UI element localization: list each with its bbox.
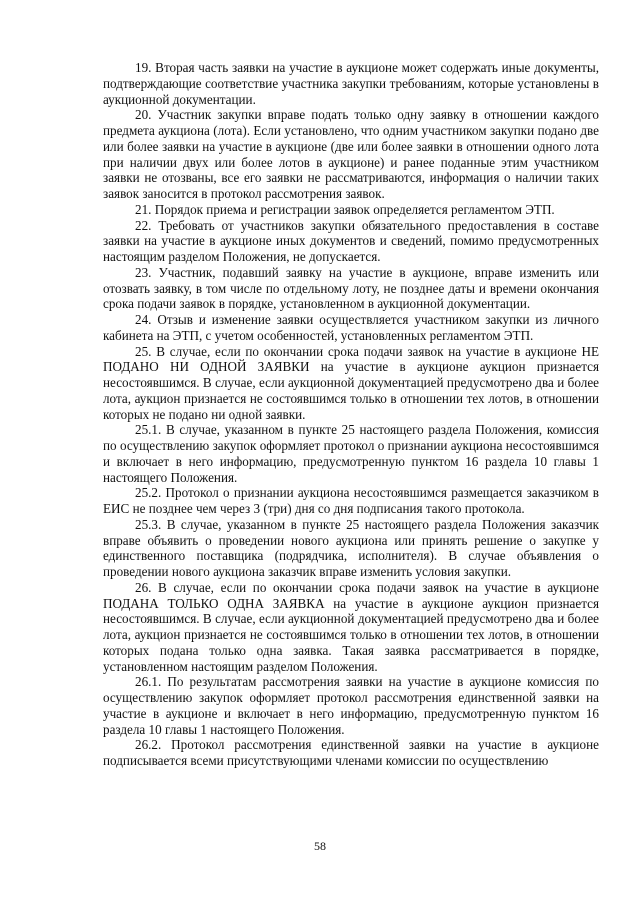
paragraph-22: 22. Требовать от участников закупки обязательного предоставления в составе заявки на участие в аукционе иных документов и сведений, помимо предусмотренных настоящим разделом Положения, не допускается. — [103, 217, 599, 264]
paragraph-25: 25. В случае, если по окончании срока подачи заявок на участие в аукционе НЕ ПОДАНО НИ ОДНОЙ ЗАЯВКИ на участие в аукционе аукцион признается несостоявшимся. В случае, если аукционной документацией предусмотрено два и более лота, аукцион признается не состоявшимся только в отношении тех лотов, в отношении которых не подано ни одной заявки. — [103, 343, 599, 422]
paragraph-25-2: 25.2. Протокол о признании аукциона несостоявшимся размещается заказчиком в ЕИС не позднее чем через 3 (три) дня со дня подписания такого протокола. — [103, 485, 599, 516]
paragraph-25-1: 25.1. В случае, указанном в пункте 25 настоящего раздела Положения, комиссия по осуществлению закупок оформляет протокол о признании аукциона несостоявшимся и включает в него информацию, предусмотренную пунктом 16 раздела 10 главы 1 настоящего Положения. — [103, 422, 599, 485]
paragraph-26-1: 26.1. По результатам рассмотрения заявки на участие в аукционе комиссия по осуществлению закупок оформляет протокол рассмотрения единственной заявки на участие в аукционе и включает в него информацию, предусмотренную пунктом 16 раздела 10 главы 1 настоящего Положения. — [103, 674, 599, 737]
document-body — [103, 60, 599, 769]
paragraph-19: 19. Вторая часть заявки на участие в аукционе может содержать иные документы, подтверждающие соответствие участника закупки требованиям, которые установлены в аукционной документации. — [103, 60, 599, 107]
paragraph-21: 21. Порядок приема и регистрации заявок определяется регламентом ЭТП. — [135, 201, 555, 217]
paragraph-26-2: 26.2. Протокол рассмотрения единственной заявки на участие в аукционе подписывается всеми присутствующими членами комиссии по осуществлению — [103, 737, 599, 768]
page-number: 58 — [314, 839, 326, 853]
paragraph-24: 24. Отзыв и изменение заявки осуществляется участником закупки из личного кабинета на ЭТП, с учетом особенностей, установленных регламентом ЭТП. — [103, 312, 599, 343]
paragraph-23: 23. Участник, подавший заявку на участие в аукционе, вправе изменить или отозвать заявку, в том числе по отдельному лоту, не позднее даты и времени окончания срока подачи заявок в порядке, установленном в аукционной документации. — [103, 264, 599, 312]
paragraph-20: 20. Участник закупки вправе подать только одну заявку в отношении каждого предмета аукциона (лота). Если установлено, что одним участником закупки подано две или более заявки на участие в аукционе (две или более заявки в отношении одного лота при наличии двух или более лотов в аукционе) и ранее поданные этим участником заявки не отозваны, все его заявки не рассматриваются, информация о наличии таких заявок заносится в протокол рассмотрения заявок. — [103, 107, 599, 201]
paragraph-26: 26. В случае, если по окончании срока подачи заявок на участие в аукционе ПОДАНА ТОЛЬКО ОДНА ЗАЯВКА на участие в аукционе аукцион признается несостоявшимся. В случае, если аукционной документацией предусмотрено два и более лота, аукцион признается не состоявшимся только в отношении тех лотов, в отношении которых подана только одна заявка. Такая заявка рассматривается в порядке, установленном настоящим разделом Положения. — [103, 579, 599, 674]
paragraph-25-3: 25.3. В случае, указанном в пункте 25 настоящего раздела Положения заказчик вправе объявить о проведении нового аукциона или принять решение о закупке у единственного поставщика (подрядчика, исполнителя). В случае объявления о проведении нового аукциона заказчик вправе изменить условия закупки. — [103, 516, 599, 579]
